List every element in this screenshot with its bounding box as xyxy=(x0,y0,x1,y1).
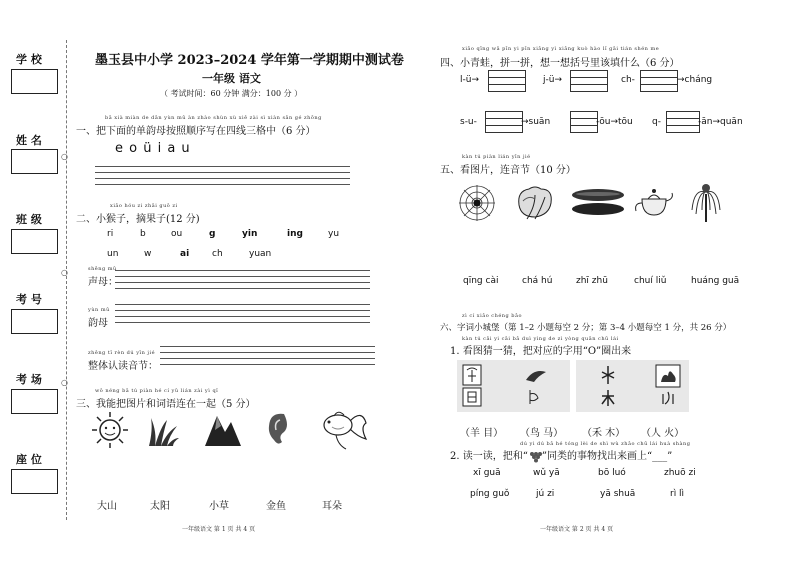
q4-title: 四、小青蛙，拼一拼，想一想括号里该填什么（6 分） xyxy=(440,58,680,69)
q4-pinyin: xiǎo qīng wā pīn yi pīn xiǎng yì xiǎng kuò hào lǐ gāi tián shén me xyxy=(462,46,660,52)
fire-glyph-image[interactable] xyxy=(655,364,681,408)
q4-item-left: q- xyxy=(652,117,661,127)
syllable: b xyxy=(140,229,146,239)
class-field[interactable] xyxy=(11,229,58,254)
binding-mark: ○ xyxy=(61,378,68,387)
q6-sub2-title-end: ”同类的事物找出来画上“___” xyxy=(541,451,673,462)
q3-title: 三、我能把图片和词语连在一起（5 分） xyxy=(76,399,256,410)
cabbage-image[interactable] xyxy=(513,183,557,223)
ear-image[interactable] xyxy=(262,410,292,448)
syllable: yu xyxy=(328,229,340,239)
word[interactable]: 小草 xyxy=(209,501,229,512)
cucumber-image[interactable] xyxy=(570,185,626,219)
q4-item-left: ch- xyxy=(621,75,635,85)
yunmu-label: 韵母 xyxy=(88,318,108,329)
q6-sub2-title xyxy=(450,447,672,463)
class-label: 班 级 xyxy=(16,213,42,226)
word[interactable]: bō luó xyxy=(598,468,626,478)
exam-number-label: 考 号 xyxy=(16,293,42,306)
word[interactable]: 大山 xyxy=(97,501,117,512)
name-field[interactable] xyxy=(11,149,58,174)
willow-image[interactable] xyxy=(688,180,724,224)
word[interactable]: xī guā xyxy=(473,468,501,478)
q4-answer-box[interactable] xyxy=(570,111,598,133)
seat-field[interactable] xyxy=(11,469,58,494)
teapot-image[interactable] xyxy=(632,183,676,221)
shengmu-label: 声母： xyxy=(88,277,118,288)
yunmu-pinyin: yùn mǔ xyxy=(88,307,110,313)
yunmu-writing-lines[interactable] xyxy=(115,304,370,324)
page-footer-right: 一年级语文 第 2 页 共 4 页 xyxy=(540,526,614,533)
page-footer-left: 一年级语文 第 1 页 共 4 页 xyxy=(182,526,256,533)
mountain-image[interactable] xyxy=(203,410,243,448)
syllable[interactable]: zhī zhū xyxy=(576,276,608,286)
q6-sub2-title-start: 2. 读一读，把和“ xyxy=(450,451,528,462)
word[interactable]: zhuō zi xyxy=(664,468,696,478)
q1-letters: e o ü i a u xyxy=(115,141,191,156)
exam-room-field[interactable] xyxy=(11,389,58,414)
q6-sub1-title: 1. 看图猜一猜，把对应的字用“O”圈出来 xyxy=(450,346,632,357)
q4-answer-box[interactable] xyxy=(485,111,523,133)
exam-room-label: 考 场 xyxy=(16,373,42,386)
page-subtitle: 一年级 语文 xyxy=(202,72,261,85)
sun-image[interactable] xyxy=(90,410,130,450)
syllable[interactable]: chuí liǔ xyxy=(634,276,667,286)
syllable: ai xyxy=(180,249,190,259)
exam-info: （ 考试时间：60 分钟 满分：100 分 ） xyxy=(160,89,303,98)
exam-number-field[interactable] xyxy=(11,309,58,334)
q1-title: 一、把下面的单韵母按照顺序写在四线三格中（6 分） xyxy=(76,126,316,137)
seat-label: 座 位 xyxy=(16,453,42,466)
q3-pinyin: wǒ néng bǎ tú piàn hé cí yǔ lián zài yì qǐ xyxy=(95,388,219,394)
grapes-icon xyxy=(528,451,542,463)
syllable: ch xyxy=(212,249,223,259)
syllable[interactable]: chá hú xyxy=(522,276,553,286)
binding-mark: ○ xyxy=(61,268,68,277)
q1-pinyin: bǎ xià miàn de dān yùn mǔ àn zhào shùn xù xiě zài sì xiàn sān gé zhōng xyxy=(105,115,322,121)
syllable[interactable]: qīng cài xyxy=(463,276,499,286)
grain-glyph-image[interactable] xyxy=(598,364,618,408)
q6-pinyin: zì cí xiǎo chéng bǎo xyxy=(462,313,522,319)
q6-sub2-pinyin: dú yi dú bǎ hé tóng lèi de shì wù zhǎo chū lái huà shàng xyxy=(520,441,691,447)
syllable: w xyxy=(144,249,152,259)
q4-item-right: →suān xyxy=(521,117,551,127)
zhengti-pinyin: zhěng tǐ rèn dú yīn jié xyxy=(88,350,156,356)
char-pair[interactable]: （人 火） xyxy=(641,428,685,439)
name-label: 姓 名 xyxy=(16,134,42,147)
binding-mark: ○ xyxy=(61,152,68,161)
sheep-glyph-image[interactable] xyxy=(462,364,482,408)
q5-title: 五、看图片，连音节（10 分） xyxy=(440,165,576,176)
syllable: yin xyxy=(242,229,258,239)
shengmu-writing-lines[interactable] xyxy=(115,270,370,290)
q4-answer-box[interactable] xyxy=(570,70,608,92)
word[interactable]: 金鱼 xyxy=(266,501,286,512)
q4-item-left: s-u- xyxy=(460,117,477,127)
binding-line xyxy=(66,40,67,520)
spider-web-image[interactable] xyxy=(454,183,500,223)
q6-title: 六、字词小城堡（第 1–2 小题每空 2 分；第 3–4 小题每空 1 分，共 26 分） xyxy=(440,323,732,333)
zhengti-label: 整体认读音节： xyxy=(88,361,158,372)
q4-answer-box[interactable] xyxy=(488,70,526,92)
word[interactable]: yā shuā xyxy=(600,489,636,499)
page-title: 墨玉县中小学 2023–2024 学年第一学期期中测试卷 xyxy=(95,53,404,68)
word[interactable]: wǔ yā xyxy=(533,468,560,478)
syllable: un xyxy=(107,249,119,259)
char-pair[interactable]: （鸟 马） xyxy=(520,428,564,439)
char-pair[interactable]: （禾 木） xyxy=(582,428,626,439)
syllable: ing xyxy=(287,229,303,239)
q2-pinyin: xiǎo hóu zi zhāi guǒ zi xyxy=(110,203,178,209)
syllable: ou xyxy=(171,229,183,239)
syllable: g xyxy=(209,229,216,239)
word[interactable]: píng guǒ xyxy=(470,489,510,499)
q4-item-right: -ōu→tōu xyxy=(596,117,633,127)
goldfish-image[interactable] xyxy=(316,405,368,451)
word[interactable]: 太阳 xyxy=(150,501,170,512)
q4-item-left: l-ü→ xyxy=(460,75,479,85)
q4-item-right: →cháng xyxy=(677,75,713,85)
shengmu-pinyin: shēng mǔ xyxy=(88,266,117,272)
q4-item-left: j-ü→ xyxy=(543,75,562,85)
q2-title: 二、小猴子，摘果子(12 分) xyxy=(76,214,200,225)
word[interactable]: jú zi xyxy=(536,489,555,499)
q5-pinyin: kàn tú piàn lián yīn jié xyxy=(462,154,531,160)
school-field[interactable] xyxy=(11,69,58,94)
syllable[interactable]: huáng guā xyxy=(691,276,740,286)
zhengti-writing-lines[interactable] xyxy=(160,346,375,366)
syllable: yuan xyxy=(249,249,272,259)
syllable: ri xyxy=(107,229,114,239)
q4-answer-box[interactable] xyxy=(666,111,700,133)
q4-answer-box[interactable] xyxy=(640,70,678,92)
q1-writing-lines[interactable] xyxy=(95,166,350,186)
grass-image[interactable] xyxy=(145,412,181,448)
char-pair[interactable]: （羊 目） xyxy=(460,428,504,439)
word[interactable]: rì lì xyxy=(670,489,685,499)
q6-sub1-pinyin: kàn tú cāi yi cāi bǎ duì yìng de zì yòng quān chū lái xyxy=(462,336,619,342)
q4-item-right: -ān→quān xyxy=(698,117,743,127)
bird-glyph-image[interactable] xyxy=(522,364,548,408)
school-label: 学 校 xyxy=(16,53,42,66)
word[interactable]: 耳朵 xyxy=(322,501,342,512)
